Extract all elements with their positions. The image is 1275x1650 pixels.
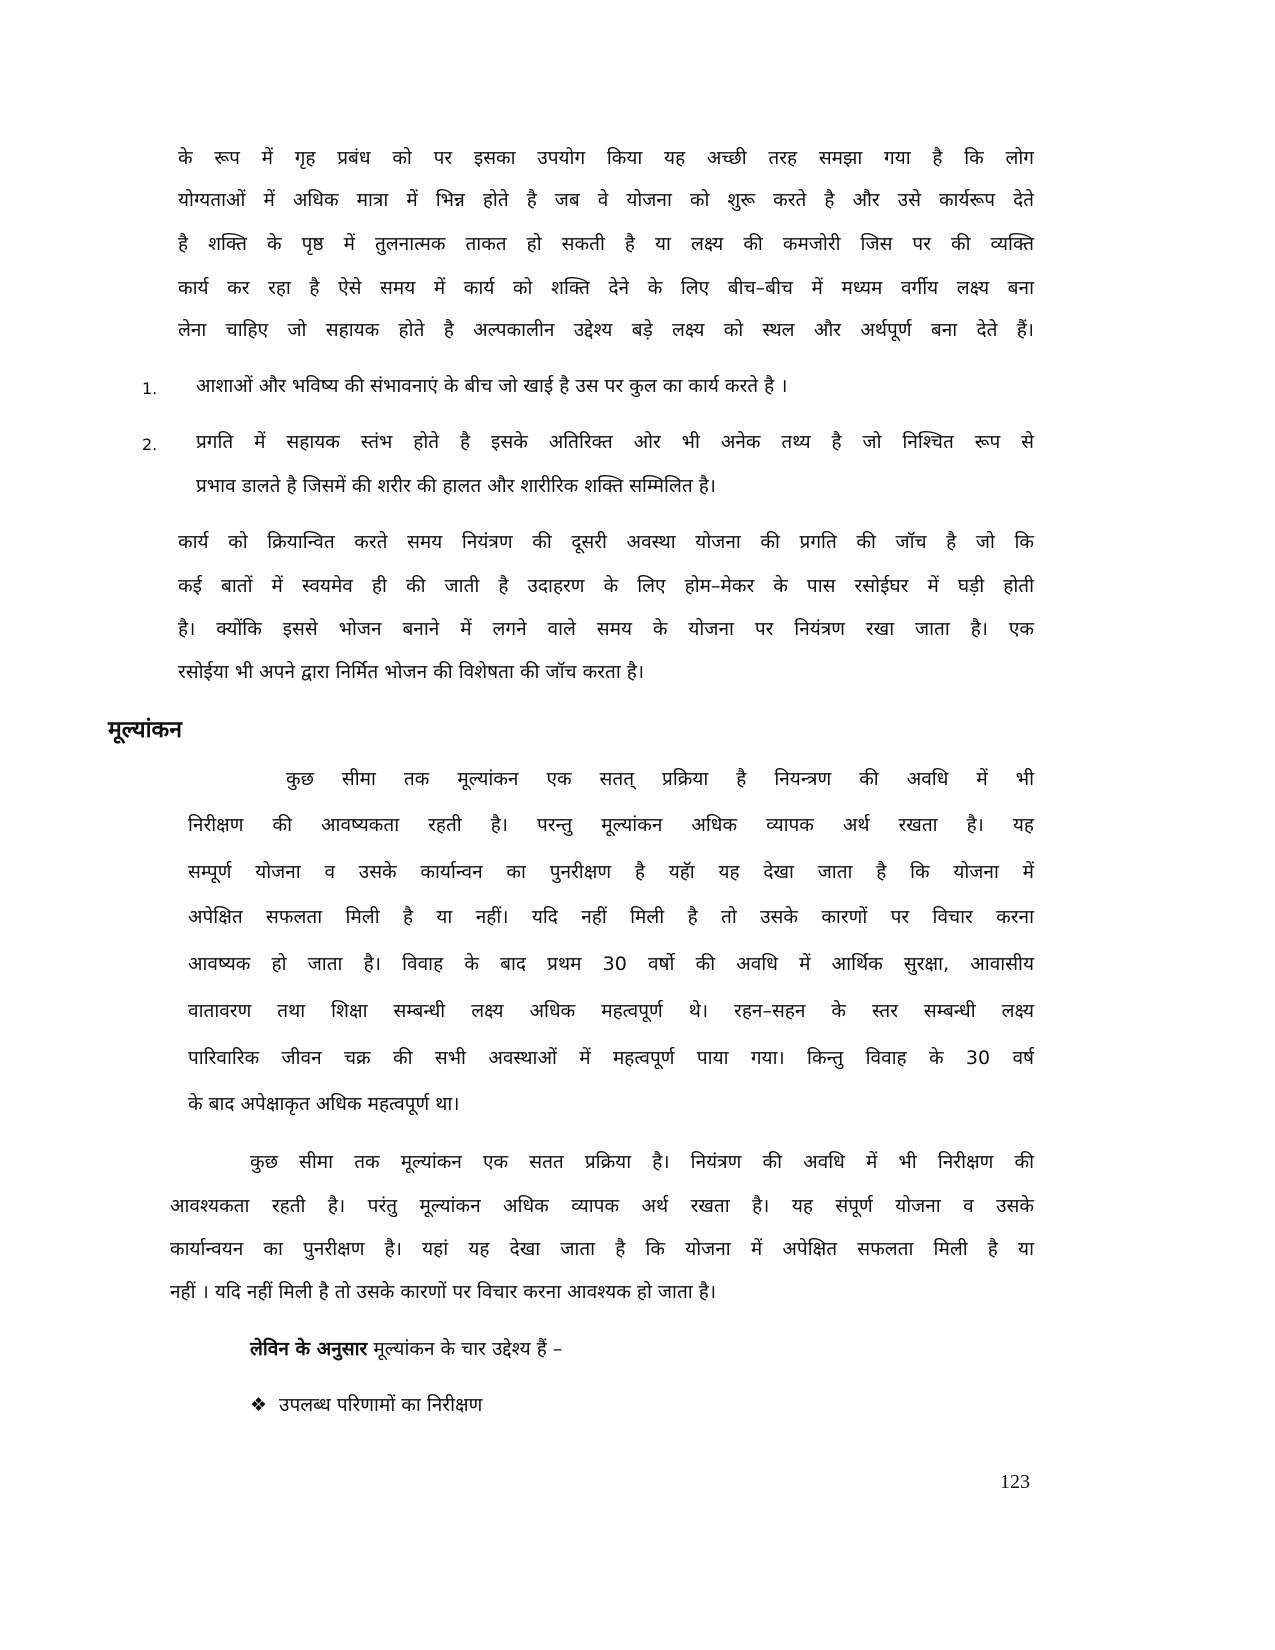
paragraph-line: निरीक्षण की आवष्यकता रहती है। परन्तु मूल्यांकन अधिक व्यापक अर्थ रखता है। यह: [188, 814, 1034, 836]
paragraph-line: कार्यान्वयन का पुनरीक्षण है। यहां यह देखा जाता है कि योजना में अपेक्षित सफलता मिली है या: [170, 1238, 1034, 1260]
paragraph-line: आवष्यक हो जाता है। विवाह के बाद प्रथम 30 वर्षो की अवधि में आर्थिक सुरक्षा, आवासीय: [188, 953, 1034, 975]
paragraph-line: कुछ सीमा तक मूल्यांकन एक सतत् प्रक्रिया है नियन्त्रण की अवधि में भी: [286, 768, 1034, 790]
paragraph-line: है। क्योंकि इससे भोजन बनाने में लगने वाले समय के योजना पर नियंत्रण रखा जाता है। एक: [178, 618, 1034, 640]
paragraph-line: वातावरण तथा शिक्षा सम्बन्धी लक्ष्य अधिक महत्वपूर्ण थे। रहन–सहन के स्तर सम्बन्धी लक्ष्य: [188, 1000, 1034, 1022]
list-number: 1.: [142, 379, 158, 398]
paragraph-line: कई बातों में स्वयमेव ही की जाती है उदाहरण के लिए होम–मेकर के पास रसोईघर में घड़ी होती: [178, 575, 1034, 597]
paragraph-line: योग्यताओं में अधिक मात्रा में भिन्न होते है जब वे योजना को शुरू करते है और उसे कार्यरूप देते: [178, 189, 1034, 211]
list-item-line: प्रगति में सहायक स्तंभ होते है इसके अतिरिक्त ओर भी अनेक तथ्य है जो निश्चित रूप से: [196, 431, 1034, 453]
list-number: 2.: [142, 435, 158, 454]
paragraph-line: अपेक्षित सफलता मिली है या नहीं। यदि नहीं मिली है तो उसके कारणों पर विचार करना: [188, 906, 1034, 928]
list-item-line: प्रभाव डालते है जिसमें की शरीर की हालत और शारीरिक शक्ति सम्मिलित है।: [196, 475, 716, 497]
diamond-bullet-icon: ❖: [250, 1394, 268, 1416]
paragraph-line: नहीं । यदि नहीं मिली है तो उसके कारणों पर विचार करना आवश्यक हो जाता है।: [170, 1281, 717, 1303]
paragraph-line: के बाद अपेक्षाकृत अधिक महत्वपूर्ण था।: [188, 1093, 460, 1115]
paragraph-line: आवश्यकता रहती है। परंतु मूल्यांकन अधिक व्यापक अर्थ रखता है। यह संपूर्ण योजना व उसके: [170, 1195, 1034, 1217]
paragraph-line: लेना चाहिए जो सहायक होते है अल्पकालीन उद्देश्य बड़े लक्ष्य को स्थल और अर्थपूर्ण बना देते हैं।: [178, 319, 1034, 341]
paragraph-line: रसोईया भी अपने द्वारा निर्मित भोजन की विशेषता की जॉच करता है।: [178, 661, 645, 683]
paragraph-line: कार्य को क्रियान्वित करते समय नियंत्रण की दूसरी अवस्था योजना की प्रगति की जॉच है जो कि: [178, 531, 1034, 553]
paragraph-line: कार्य कर रहा है ऐसे समय में कार्य को शक्ति देने के लिए बीच–बीच में मध्यम वर्गीय लक्ष्य बना: [178, 277, 1034, 299]
section-heading: मूल्यांकन: [108, 717, 182, 743]
paragraph-line: पारिवारिक जीवन चक्र की सभी अवस्थाओं में महत्वपूर्ण पाया गया। किन्तु विवाह के 30 वर्ष: [188, 1047, 1034, 1069]
bullet-text: उपलब्ध परिणामों का निरीक्षण: [279, 1394, 483, 1416]
paragraph-line: कुछ सीमा तक मूल्यांकन एक सतत प्रक्रिया है। नियंत्रण की अवधि में भी निरीक्षण की: [250, 1151, 1034, 1173]
levin-bold-label: लेविन के अनुसार: [250, 1338, 368, 1360]
levin-objectives-line: [250, 1337, 562, 1361]
page-number: 123: [1000, 1471, 1030, 1493]
paragraph-line: है शक्ति के पृष्ठ में तुलनात्मक ताकत हो सकती है या लक्ष्य की कमजोरी जिस पर की व्यक्ति: [178, 233, 1034, 255]
paragraph-line: के रूप में गृह प्रबंध को पर इसका उपयोग किया यह अच्छी तरह समझा गया है कि लोग: [178, 147, 1034, 169]
list-item-line: आशाओं और भविष्य की संभावनाएं के बीच जो खाई है उस पर कुल का कार्य करते है ।: [196, 375, 788, 397]
paragraph-line: सम्पूर्ण योजना व उसके कार्यान्वन का पुनरीक्षण है यहॅा यह देखा जाता है कि योजना में: [188, 861, 1034, 883]
levin-rest-text: मूल्यांकन के चार उद्देश्य हैं –: [367, 1338, 563, 1360]
bullet-item: [250, 1393, 482, 1417]
